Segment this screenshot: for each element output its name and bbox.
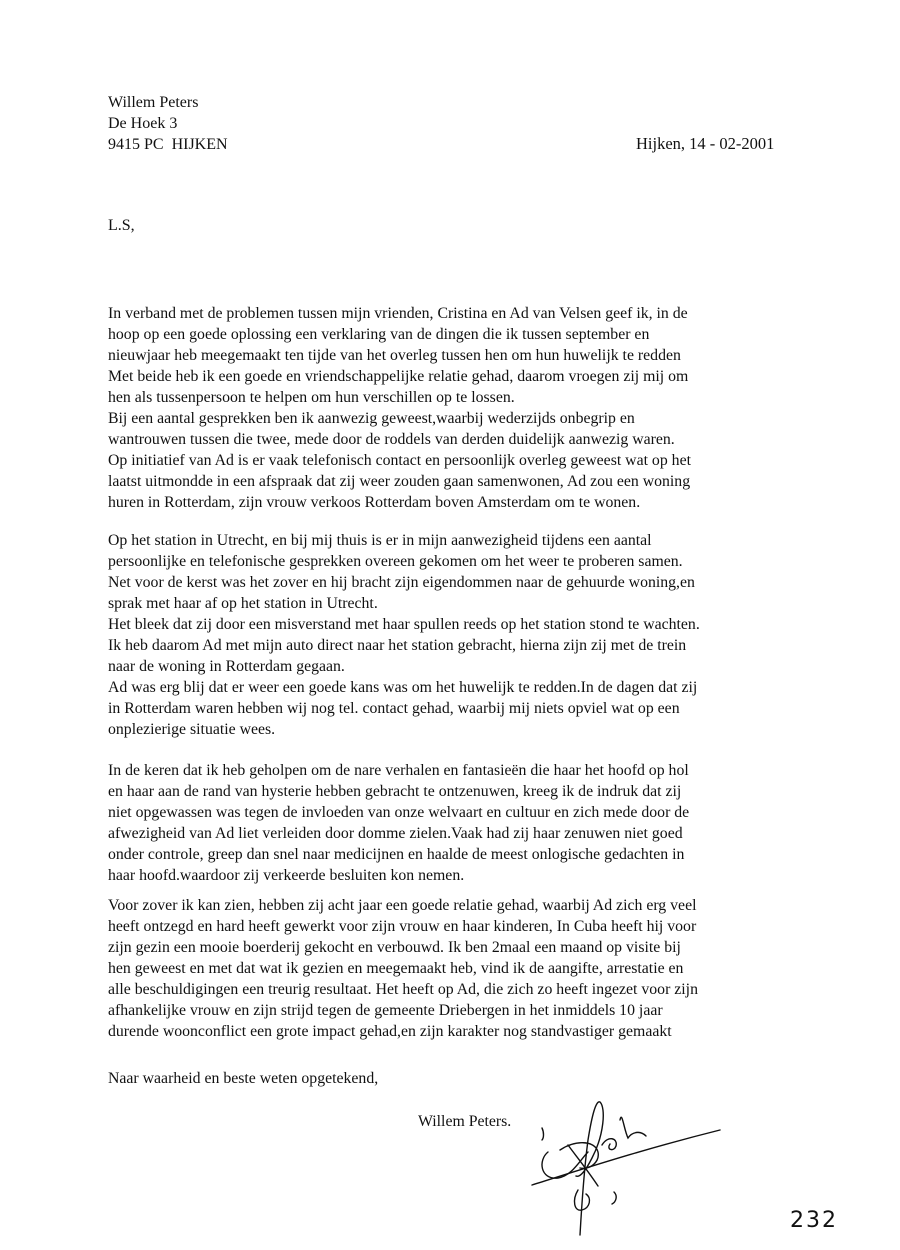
sender-address [108,92,228,155]
text-line: Net voor de kerst was het zover en hij bracht zijn eigendommen naar de gehuurde woning,en [108,574,695,591]
text-line: onder controle, greep dan snel naar medicijnen en haalde de meest onlogische gedachten in [108,846,685,863]
sender-name: Willem Peters [108,94,199,111]
text-line: in Rotterdam waren hebben wij nog tel. contact gehad, waarbij mij niets opviel wat op een [108,700,680,717]
text-line: naar de woning in Rotterdam gegaan. [108,658,345,675]
sender-postal-city: 9415 PC HIJKEN [108,136,228,153]
text-line: niet opgewassen was tegen de invloeden van onze welvaart en cultuur en zich mede door de [108,804,690,821]
paragraph-1 [108,303,798,513]
text-line: Voor zover ik kan zien, hebben zij acht jaar een goede relatie gehad, waarbij Ad zich erg veel [108,897,697,914]
text-line: onplezierige situatie wees. [108,721,276,738]
salutation: L.S, [108,217,135,234]
text-line: sprak met haar af op het station in Utrecht. [108,595,378,612]
text-line: Ad was erg blij dat er weer een goede kans was om het huwelijk te redden.In de dagen dat zij [108,679,698,696]
signature-name: Willem Peters. [418,1113,512,1130]
text-line: persoonlijke en telefonische gesprekken overeen gekomen om het weer te proberen samen. [108,553,683,570]
text-line: haar hoofd.waardoor zij verkeerde besluiten kon nemen. [108,867,465,884]
page-number: 232 [790,1208,838,1233]
text-line: durende woonconflict een grote impact gehad,en zijn karakter nog standvastiger gemaakt [108,1023,672,1040]
date-line: Hijken, 14 - 02-2001 [636,134,775,153]
text-line: Op het station in Utrecht, en bij mij thuis is er in mijn aanwezigheid tijdens een aantal [108,532,652,549]
paragraph-3 [108,760,798,886]
text-line: wantrouwen tussen die twee, mede door de roddels van derden duidelijk aanwezig waren. [108,431,675,448]
text-line: huren in Rotterdam, zijn vrouw verkoos Rotterdam boven Amsterdam om te wonen. [108,494,641,511]
text-line: heeft ontzegd en hard heeft gewerkt voor zijn vrouw en haar kinderen, In Cuba heeft hij voor [108,918,697,935]
text-line: afhankelijke vrouw en zijn strijd tegen de gemeente Driebergen in het inmiddels 10 jaar [108,1002,663,1019]
text-line: Ik heb daarom Ad met mijn auto direct naar het station gebracht, hierna zijn zij met de trein [108,637,687,654]
text-line: zijn gezin een mooie boerderij gekocht en verbouwd. Ik ben 2maal een maand op visite bij [108,939,681,956]
sender-street: De Hoek 3 [108,115,178,132]
text-line: laatst uitmondde in een afspraak dat zij weer zouden gaan samenwonen, Ad zou een woning [108,473,691,490]
text-line: alle beschuldigingen een treurig resultaat. Het heeft op Ad, die zich zo heeft ingezet voor zijn [108,981,698,998]
paragraph-4 [108,895,798,1042]
text-line: In de keren dat ik heb geholpen om de nare verhalen en fantasieën die haar het hoofd op hol [108,762,689,779]
text-line: nieuwjaar heb meegemaakt ten tijde van het overleg tussen hen om hun huwelijk te redden [108,347,681,364]
text-line: Met beide heb ik een goede en vriendschappelijke relatie gehad, daarom vroegen zij mij om [108,368,689,385]
text-line: hen als tussenpersoon te helpen om hun verschillen op te lossen. [108,389,515,406]
text-line: en haar aan de rand van hysterie hebben gebracht te ontzenuwen, kreeg ik de indruk dat zij [108,783,682,800]
handwritten-signature [520,1090,730,1240]
text-line: Op initiatief van Ad is er vaak telefonisch contact en persoonlijk overleg geweest wat op het [108,452,691,469]
text-line: In verband met de problemen tussen mijn vrienden, Cristina en Ad van Velsen geef ik, in de [108,305,688,322]
text-line: Het bleek dat zij door een misverstand met haar spullen reeds op het station stond te wachten. [108,616,700,633]
text-line: hen geweest en met dat wat ik gezien en meegemaakt heb, vind ik de aangifte, arrestatie en [108,960,684,977]
text-line: Bij een aantal gesprekken ben ik aanwezig geweest,waarbij wederzijds onbegrip en [108,410,635,427]
text-line: afwezigheid van Ad liet verleiden door domme zielen.Vaak had zij haar zenuwen niet goed [108,825,683,842]
closing-line: Naar waarheid en beste weten opgetekend, [108,1070,379,1087]
paragraph-2 [108,530,798,740]
text-line: hoop op een goede oplossing een verklaring van de dingen die ik tussen september en [108,326,650,343]
